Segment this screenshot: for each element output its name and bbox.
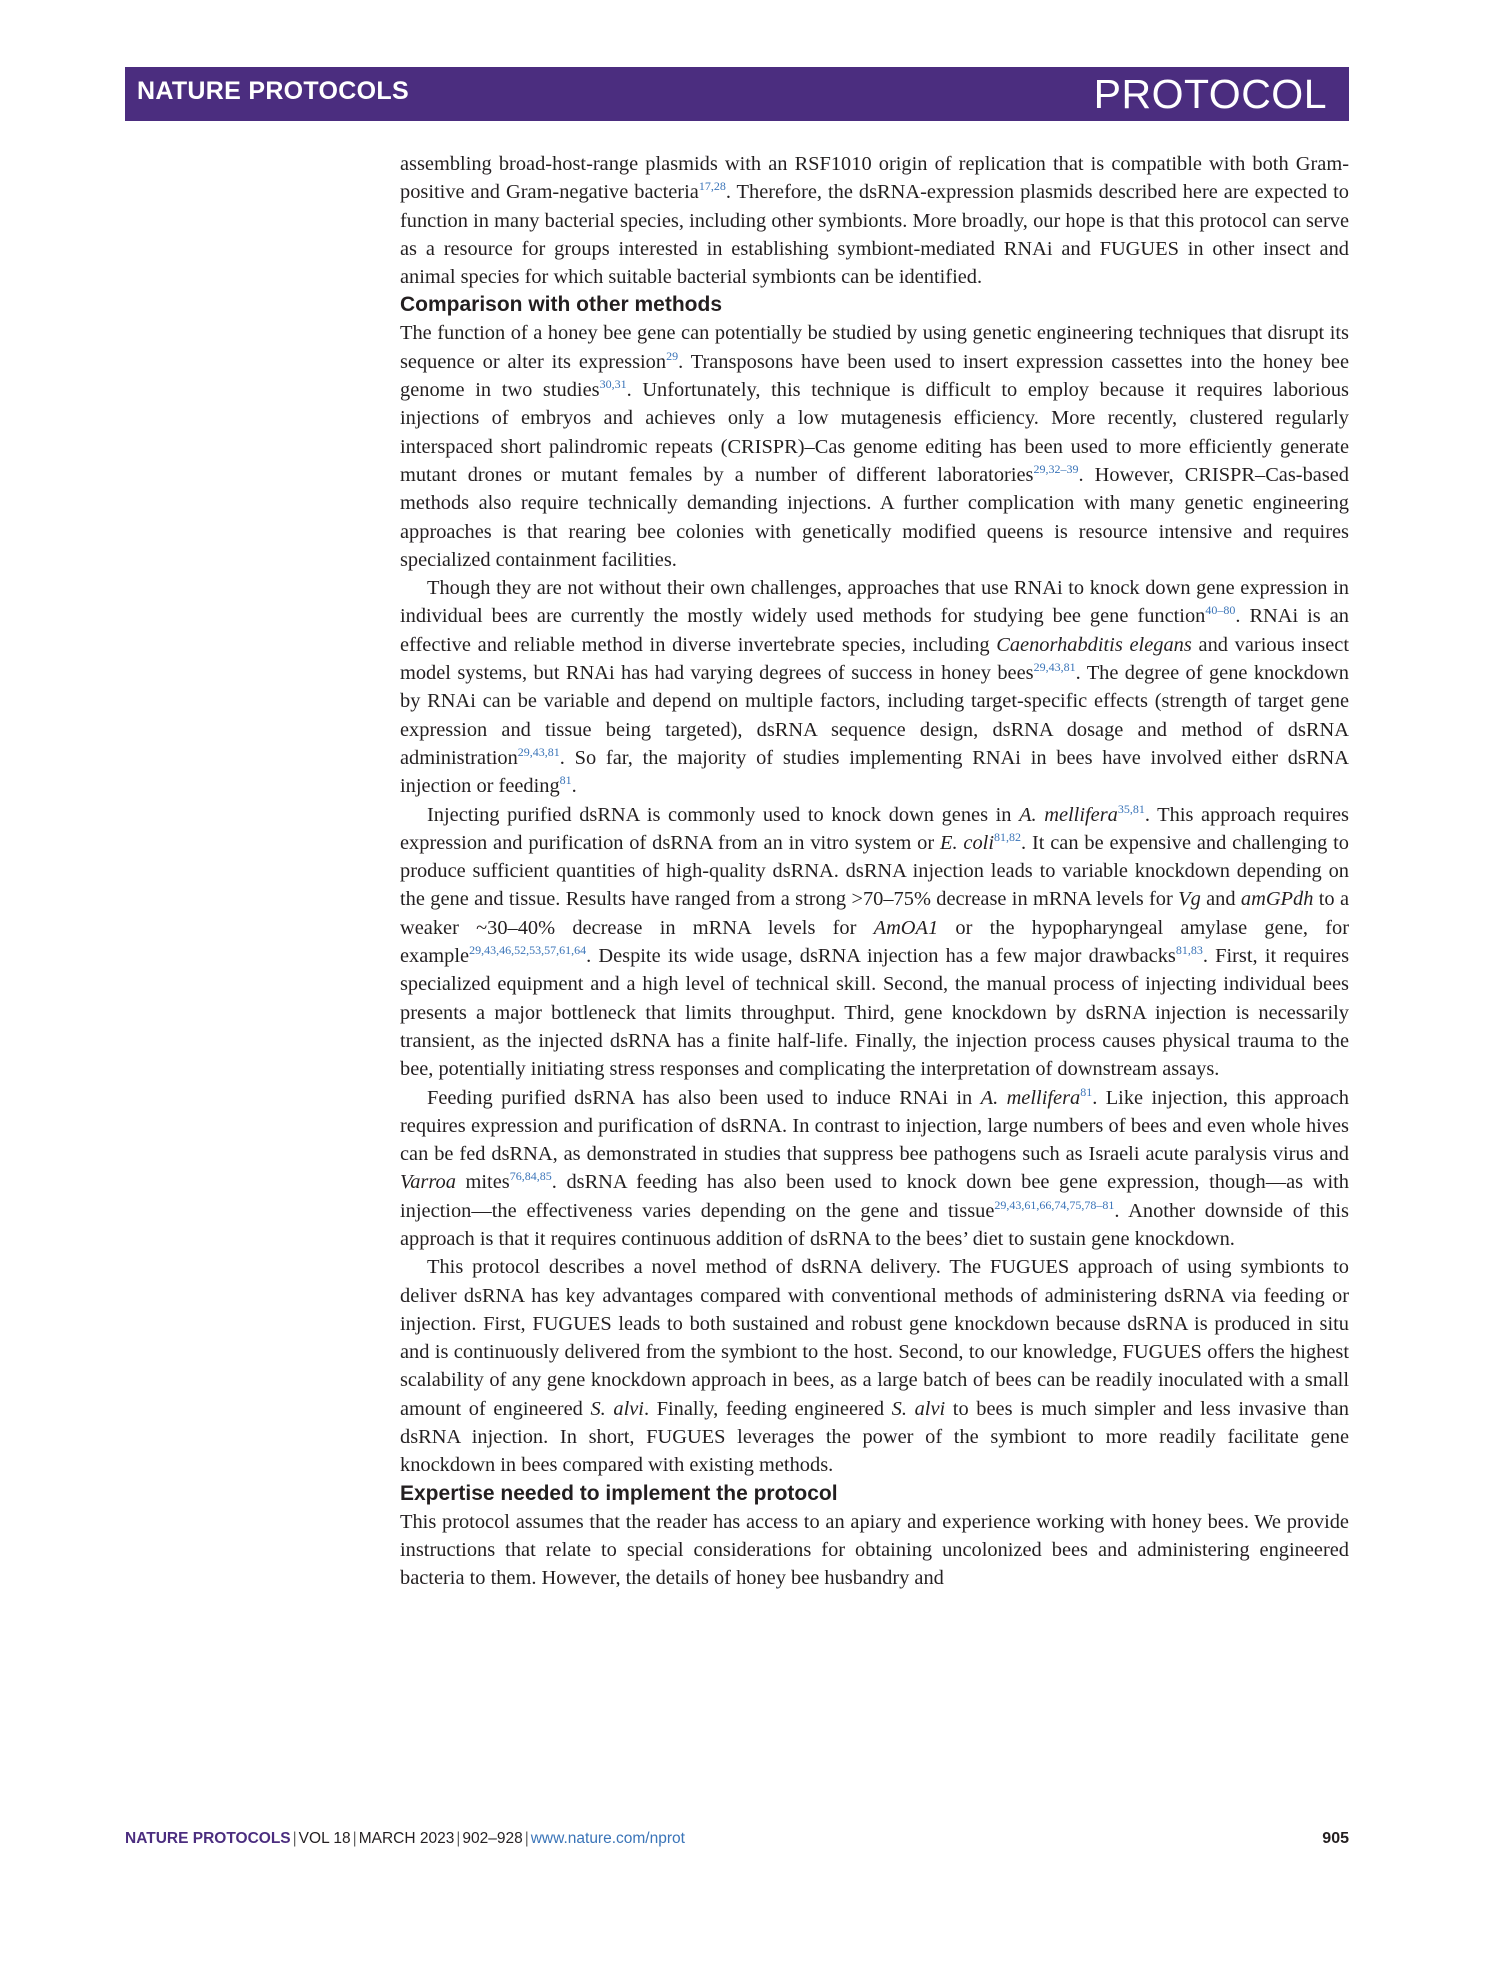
citation[interactable]: 81,82 xyxy=(994,829,1021,844)
page-footer: NATURE PROTOCOLS | VOL 18 | MARCH 2023 | 902–928 | www.nature.com/nprot 905 xyxy=(125,1830,1349,1847)
section-heading: Comparison with other methods xyxy=(400,293,723,317)
footer-pages: 902–928 xyxy=(462,1830,523,1847)
citation[interactable]: 81 xyxy=(1080,1084,1093,1099)
citation[interactable]: 29,43,61,66,74,75,78–81 xyxy=(994,1197,1115,1212)
citation[interactable]: 17,28 xyxy=(698,179,726,194)
citation[interactable]: 29,32–39 xyxy=(1033,461,1079,476)
article-body xyxy=(400,150,1349,1593)
section-heading: Expertise needed to implement the protocol xyxy=(400,1481,838,1505)
citation[interactable]: 29 xyxy=(666,348,679,363)
page-number: 905 xyxy=(1322,1830,1349,1847)
footer-url-link[interactable]: www.nature.com/nprot xyxy=(530,1830,685,1847)
footer-date: MARCH 2023 xyxy=(358,1830,455,1847)
citation[interactable]: 30,31 xyxy=(599,377,627,392)
citation[interactable]: 29,43,81 xyxy=(1033,660,1076,675)
citation[interactable]: 29,43,46,52,53,57,61,64 xyxy=(469,943,587,958)
citation[interactable]: 35,81 xyxy=(1117,801,1145,816)
citation[interactable]: 40–80 xyxy=(1205,603,1236,618)
paragraph: Though they are not without their own challenges, approaches that use RNAi to knock down gene expression in individual bees are currently the mostly widely used methods for studying bee gene function$^{40-80}$. RNAi is an effective and reliable method in diverse invertebrate species, including Caenorhabditis elegans and various insect model systems, but RNAi has had varying degrees of success in honey bees$^{29,43,81}$. The degree of gene knockdown by RNAi can be variable and depend on multiple factors, including target-specific effects (strength of target gene expression and tissue being targeted), dsRNA sequence design, dsRNA dosage and method of dsRNA administration$^{29,43,81}$. So far, the majority of studies implementing RNAi in bees have involved either dsRNA injection or feeding$^{81}$. xyxy=(400,577,1349,798)
paragraph: This protocol assumes that the reader has access to an apiary and experience working with honey bees. We provide instructions that relate to special considerations for obtaining uncolonized bees and administering engineered bacteria to them. However, the details of honey bee husbandry and xyxy=(400,1510,1349,1590)
citation[interactable]: 81 xyxy=(559,773,572,788)
paragraph: Feeding purified dsRNA has also been used to induce RNAi in A. mellifera$^{81}$. Like injection, this approach requires expression and purification of dsRNA. In contrast to injection, large numbers of bees and even whole hives can be fed dsRNA, as demonstrated in studies that suppress bee pathogens such as Israeli acute paralysis virus and Varroa mites$^{76,84,85}$. dsRNA feeding has also been used to knock down bee gene expression, though—as with injection—the effectiveness varies depending on the gene and tissue$^{29,43,61,66,74,75,78-81}$. Another downside of this approach is that it requires continuous addition of dsRNA to the bees’ diet to sustain gene knockdown. xyxy=(400,1084,1349,1250)
header-banner xyxy=(125,67,1349,121)
footer-journal: NATURE PROTOCOLS xyxy=(125,1830,291,1847)
paragraph: Injecting purified dsRNA is commonly used to knock down genes in A. mellifera$^{35,81}$. This approach requires expression and purification of dsRNA from an in vitro system or E. coli$^{81,82}$. It can be expensive and challenging to produce sufficient quantities of high-quality dsRNA. dsRNA injection leads to variable knockdown depending on the gene and tissue. Results have ranged from a strong >70–75% decrease in mRNA levels for Vg and amGPdh to a weaker ~30–40% decrease in mRNA levels for AmOA1 or the hypopharyngeal amylase gene, for example$^{29,43,46,52,53,57,61,64}$. Despite its wide usage, dsRNA injection has a few major drawbacks$^{81,83}$. First, it requires specialized equipment and a high level of technical skill. Second, the manual process of injecting individual bees presents a major bottleneck that limits throughput. Third, gene knockdown by dsRNA injection is necessarily transient, as the injected dsRNA has a finite half-life. Finally, the injection process causes physical trauma to the bee, potentially initiating stress responses and complicating the interpretation of downstream assays. xyxy=(400,801,1350,1081)
article-type: PROTOCOL xyxy=(1093,71,1327,117)
citation[interactable]: 76,84,85 xyxy=(509,1169,552,1184)
footer-volume: VOL 18 xyxy=(298,1830,351,1847)
citation[interactable]: 81,83 xyxy=(1175,943,1203,958)
paragraph: The function of a honey bee gene can potentially be studied by using genetic engineering techniques that disrupt its sequence or alter its expression$^{29}$. Transposons have been used to insert expression cassettes into the honey bee genome in two studies$^{30,31}$. Unfortunately, this technique is difficult to employ because it requires laborious injections of embryos and achieves only a low mutagenesis efficiency. More recently, clustered regularly interspaced short palindromic repeats (CRISPR)–Cas genome editing has been used to more efficiently generate mutant drones or mutant females by a number of different laboratories$^{29,32-39}$. However, CRISPR–Cas-based methods also require technically demanding injections. A further complication with many genetic engineering approaches is that rearing bee colonies with genetically modified queens is resource intensive and requires specialized containment facilities. xyxy=(400,322,1350,571)
paragraph: assembling broad-host-range plasmids with an RSF1010 origin of replication that is compatible with both Gram-positive and Gram-negative bacteria$^{17,28}$. Therefore, the dsRNA-expression plasmids described here are expected to function in many bacterial species, including other symbionts. More broadly, our hope is that this protocol can serve as a resource for groups interested in establishing symbiont-mediated RNAi and FUGUES in other insect and animal species for which suitable bacterial symbionts can be identified. xyxy=(400,153,1349,289)
journal-name: NATURE PROTOCOLS xyxy=(137,77,409,105)
citation[interactable]: 29,43,81 xyxy=(517,744,560,759)
paragraph: This protocol describes a novel method of dsRNA delivery. The FUGUES approach of using symbionts to deliver dsRNA has key advantages compared with conventional methods of administering dsRNA via feeding or injection. First, FUGUES leads to both sustained and robust gene knockdown because dsRNA is produced in situ and is continuously delivered from the symbiont to the host. Second, to our knowledge, FUGUES offers the highest scalability of any gene knockdown approach in bees, as a large batch of bees can be readily inoculated with a small amount of engineered S. alvi. Finally, feeding engineered S. alvi to bees is much simpler and less invasive than dsRNA injection. In short, FUGUES leverages the power of the symbiont to more readily facilitate gene knockdown in bees compared with existing methods. xyxy=(400,1256,1350,1477)
